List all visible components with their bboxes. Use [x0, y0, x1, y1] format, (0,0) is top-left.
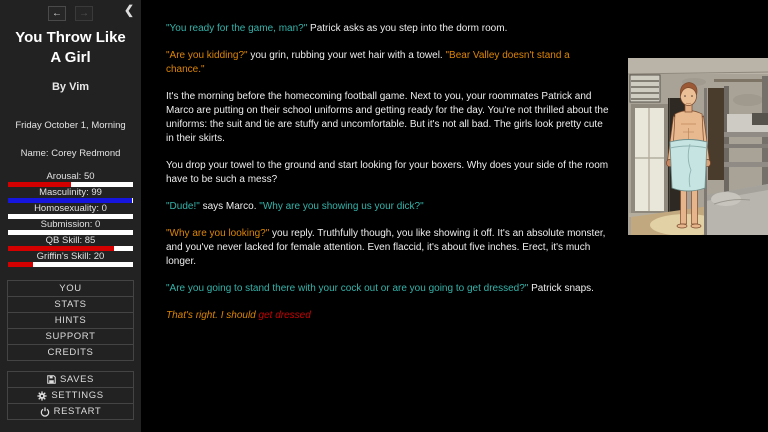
stat-row-arousal: [7, 171, 134, 187]
stat-row-masculinity: [7, 187, 134, 203]
stat-row-griffins-skill: [7, 251, 134, 267]
stat-label: Masculinity: 99: [39, 187, 102, 198]
window: [629, 104, 670, 217]
stat-label: Griffin's Skill: 20: [36, 251, 105, 262]
game-author: By Vim: [51, 81, 90, 93]
gear-icon: [37, 391, 47, 401]
power-icon: [40, 407, 50, 417]
vent: [630, 75, 660, 102]
story-text-segment: "You ready for the game, man?": [166, 23, 308, 34]
story-text-segment: Patrick asks as you step into the dorm room.: [307, 23, 508, 34]
stat-row-submission: [7, 219, 134, 235]
restart-button[interactable]: [7, 403, 134, 420]
pipe: [714, 79, 768, 82]
stat-label: QB Skill: 85: [45, 235, 96, 246]
sidebar-collapse-icon[interactable]: ❮: [123, 3, 134, 17]
sidebar-item-you[interactable]: YOU: [7, 280, 134, 297]
sidebar-item-stats[interactable]: STATS: [7, 296, 134, 313]
story-text-segment: you reply. Truthfully though, you like showing it off. It's an absolute monster, and you've never lacked for female attention. Even flaccid, it's about five inches. Erect, it's much longer.: [166, 228, 606, 267]
nav-menu: [7, 280, 134, 361]
story-text-segment: "Are you going to stand there with your cock out or are you going to get dressed?": [166, 283, 529, 294]
stat-label: Submission: 0: [40, 219, 101, 230]
restart-label: RESTART: [53, 406, 102, 417]
sidebar: [0, 0, 141, 432]
story-paragraph: [166, 200, 610, 214]
saves-button[interactable]: [7, 371, 134, 388]
sidebar-item-hints[interactable]: HINTS: [7, 312, 134, 329]
game-datetime: Friday October 1, Morning: [15, 120, 126, 131]
story-text-segment: Patrick snaps.: [528, 283, 594, 294]
story-text-segment: you grin, rubbing your wet hair with a towel.: [247, 50, 446, 61]
story-text-segment: says Marco.: [199, 201, 260, 212]
game-title: You Throw Like A Girl: [15, 29, 126, 66]
history-controls: [7, 6, 134, 21]
story-paragraph: [166, 159, 610, 187]
player-name: Name: Corey Redmond: [20, 148, 121, 159]
story-paragraph: [166, 282, 610, 296]
story-paragraph: [166, 309, 610, 323]
story-text-segment: That's right. I should: [166, 310, 259, 321]
story-text-segment: "Bear Valley doesn't stand a chance.": [166, 50, 570, 75]
dorm-room-illustration: [628, 58, 768, 235]
story-text-segment: "Are you kidding?": [166, 50, 248, 61]
story-paragraph: [166, 49, 610, 77]
sidebar-item-credits[interactable]: CREDITS: [7, 344, 134, 361]
stat-label: Arousal: 50: [46, 171, 95, 182]
story-text-segment: "Why are you looking?": [166, 228, 270, 239]
dorm-room-scene: [628, 58, 768, 235]
story-paragraph: [166, 22, 610, 36]
get-dressed-link[interactable]: get dressed: [258, 310, 311, 321]
settings-button[interactable]: [7, 387, 134, 404]
stat-row-qb-skill: [7, 235, 134, 251]
history-forward-button[interactable]: →: [75, 6, 93, 21]
story-text-segment: "Why are you showing us your dick?": [259, 201, 424, 212]
saves-label: SAVES: [60, 374, 94, 385]
stat-row-homosexuality: [7, 203, 134, 219]
story-paragraph: [166, 90, 610, 146]
save-icon: [47, 375, 56, 384]
stat-bar: [8, 262, 133, 267]
story-text-segment: "Dude!": [166, 201, 200, 212]
sidebar-item-support[interactable]: SUPPORT: [7, 328, 134, 345]
story-text-segment: It's the morning before the homecoming football game. Next to you, your roommates Patrick and Marco are putting on their school uniforms and getting ready for the day. You're not thrilled about the uniforms: the suit and tie are stuffy and uncomfortable. But it's not all bad. The girls look pretty cute in their skirts.: [166, 91, 609, 144]
settings-label: SETTINGS: [51, 390, 104, 401]
story-paragraph: [166, 227, 610, 269]
stats-list: [7, 171, 134, 267]
stat-label: Homosexuality: 0: [34, 203, 107, 214]
story-text-segment: You drop your towel to the ground and start looking for your boxers. Why does your side of the room have to be such a mess?: [166, 160, 609, 185]
history-back-button[interactable]: ←: [48, 6, 66, 21]
system-menu: [7, 371, 134, 420]
